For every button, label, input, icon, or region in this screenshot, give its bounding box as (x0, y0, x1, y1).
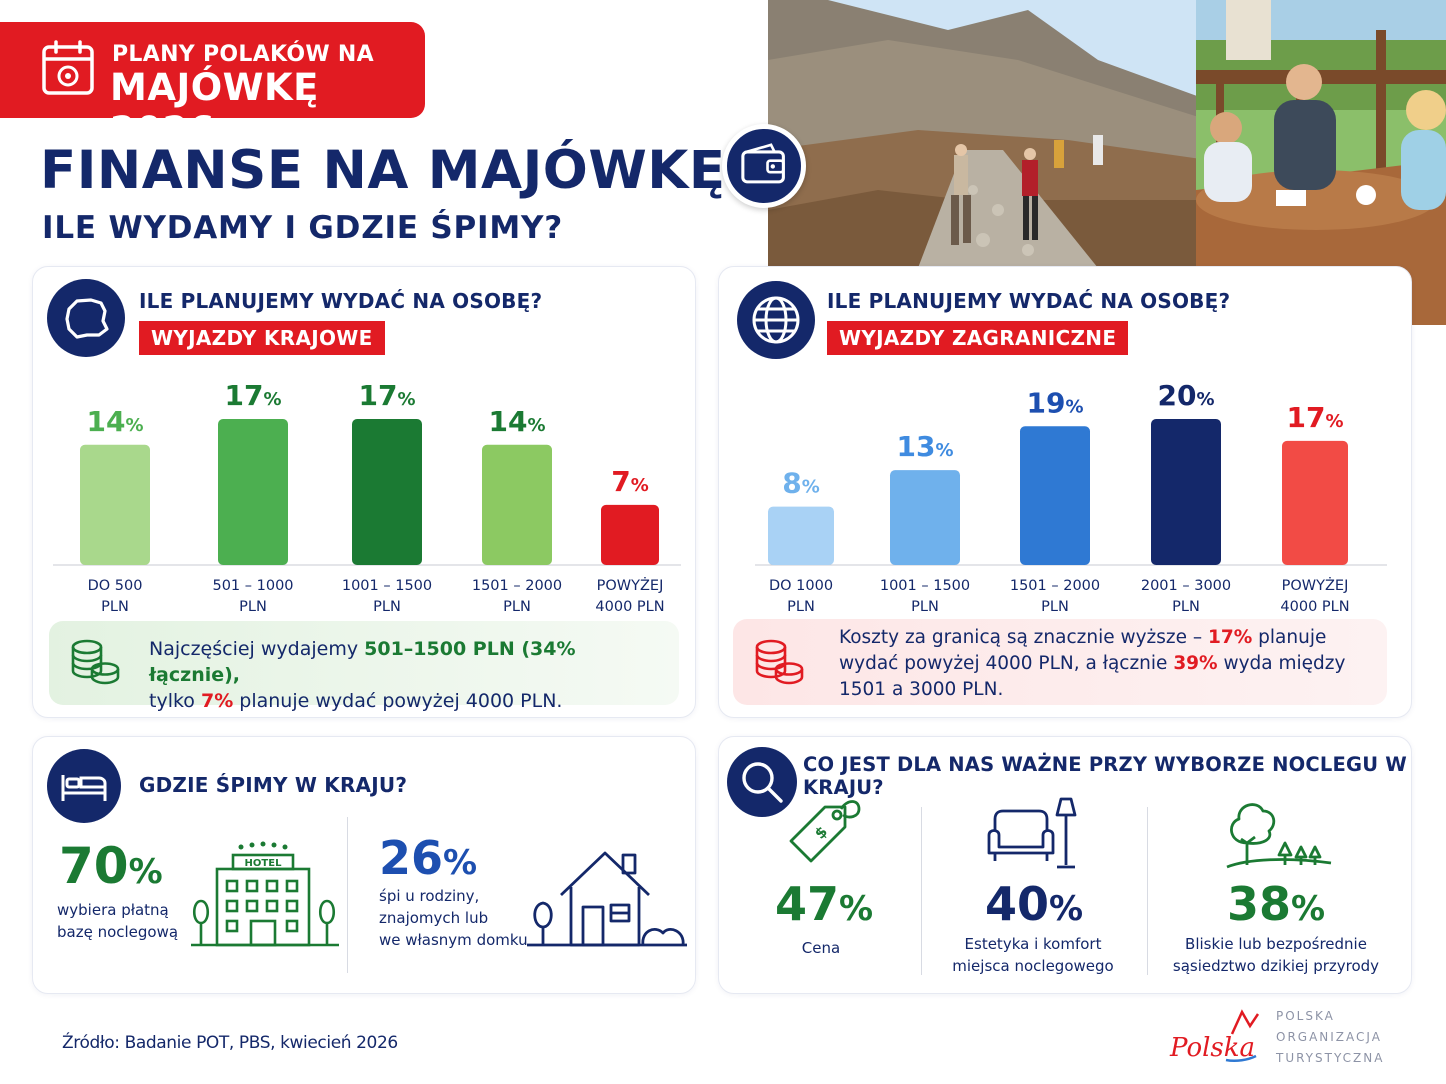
domestic-title: ILE PLANUJEMY WYDAĆ NA OSOBĘ? (139, 289, 543, 313)
bar-value-label: 8% (782, 466, 820, 500)
category-label: PLN (1041, 599, 1069, 615)
category-label: PLN (503, 599, 531, 615)
bar (1020, 426, 1090, 565)
armchair-lamp-icon (985, 795, 1079, 875)
bar (1282, 441, 1348, 565)
hotel-sign: HOTEL (244, 858, 282, 869)
comfort-percent (985, 877, 1083, 931)
abroad-note-e: 39% (1173, 653, 1218, 674)
paid-stay-line2: bazę noclegową (57, 923, 179, 941)
category-label: POWYŻEJ (596, 578, 664, 594)
abroad-title: ILE PLANUJEMY WYDAĆ NA OSOBĘ? (827, 289, 1231, 313)
nature-value: 38 (1227, 877, 1292, 931)
category-label: PLN (101, 599, 129, 615)
comfort-line1: Estetyka i komfort (964, 935, 1102, 953)
category-label: PLN (911, 599, 939, 615)
calendar-icon (42, 40, 94, 96)
factors-title: CO JEST DLA NAS WAŻNE PRZY WYBORZE NOCLEGU W KRAJU? (803, 753, 1407, 799)
domestic-bar-chart (33, 267, 697, 627)
bed-icon-circle (47, 749, 121, 823)
coins-icon (751, 635, 807, 691)
mountain-trail-photo (768, 0, 1208, 268)
domestic-note-c: tylko (149, 690, 201, 712)
source-note: Źródło: Badanie POT, PBS, kwiecień 2026 (62, 1033, 398, 1053)
bed-icon (47, 749, 121, 823)
nature-percent (1227, 877, 1325, 931)
paid-stay-percent (59, 837, 163, 895)
org-line2: ORGANIZACJA (1276, 1030, 1382, 1044)
abroad-note-c: planuje (1252, 627, 1327, 648)
price-unit: % (839, 889, 874, 929)
category-label: POWYŻEJ (1281, 578, 1349, 594)
bar (80, 445, 150, 565)
page-subtitle: ILE WYDAMY I GDZIE ŚPIMY? (42, 210, 564, 246)
category-label: DO 1000 (768, 578, 834, 594)
abroad-note-d: wydać powyżej 4000 PLN, a łącznie (839, 653, 1174, 674)
bar-value-label: 20% (1157, 379, 1215, 412)
paid-stay-value: 70 (59, 837, 129, 895)
bar (482, 445, 552, 565)
price-value: 47 (775, 877, 840, 931)
bar-value-label: 13% (896, 430, 954, 464)
nature-unit: % (1291, 889, 1326, 929)
category-label: 501 – 1000 (212, 578, 294, 594)
abroad-note-f: wyda między (1217, 653, 1346, 674)
comfort-unit: % (1049, 889, 1084, 929)
coins-icon (67, 635, 123, 691)
pot-organization-name (1276, 1006, 1384, 1069)
domestic-note-e: planuje wydać powyżej 4000 PLN. (233, 690, 563, 712)
divider (921, 807, 922, 975)
category-label: PLN (787, 599, 815, 615)
nature-line2: sąsiedztwo dzikiej przyrody (1172, 957, 1380, 975)
paid-stay-unit: % (128, 852, 163, 892)
category-label: DO 500 (87, 578, 143, 594)
domestic-spending-card (32, 266, 696, 718)
family-stay-percent (379, 831, 477, 885)
category-label: 2001 – 3000 (1140, 578, 1232, 594)
bar (601, 505, 659, 565)
category-label: 1001 – 1500 (341, 578, 433, 594)
house-icon (525, 847, 689, 949)
accommodation-title: GDZIE ŚPIMY W KRAJU? (139, 773, 408, 797)
bar-value-label: 7% (611, 464, 649, 498)
category-label: 1501 – 2000 (471, 578, 563, 594)
paid-stay-line1: wybiera płatną (57, 901, 169, 919)
bar-value-label: 14% (86, 404, 144, 438)
nature-label (1161, 933, 1391, 977)
comfort-line2: miejsca noclegowego (952, 957, 1114, 975)
bar (768, 507, 834, 565)
category-label: 4000 PLN (595, 599, 665, 615)
header-banner (0, 22, 425, 152)
wallet-icon (722, 124, 806, 208)
category-label: PLN (239, 599, 267, 615)
svg-text:$: $ (810, 822, 832, 843)
domestic-note-d: 7% (200, 690, 234, 712)
comfort-value: 40 (985, 877, 1050, 931)
banner-line1: PLANY POLAKÓW NA (112, 42, 374, 67)
price-label: Cena (801, 939, 841, 957)
bar-value-label: 17% (224, 379, 282, 412)
polska-logo-text: Polska (1170, 1033, 1256, 1063)
abroad-tag: WYJAZDY ZAGRANICZNE (827, 321, 1128, 355)
bar-value-label: 17% (1286, 400, 1344, 434)
bar (218, 419, 288, 565)
nature-trees-icon (1223, 795, 1333, 875)
bar-value-label: 17% (358, 379, 416, 412)
domestic-note (49, 621, 679, 712)
abroad-note-b: 17% (1208, 627, 1253, 648)
org-line3: TURYSTYCZNA (1276, 1051, 1385, 1065)
page-title: FINANSE NA MAJÓWKĘ (40, 140, 726, 201)
abroad-note (733, 619, 1387, 705)
abroad-note-a: Koszty za granicą są znacznie wyższe – (839, 627, 1208, 648)
paid-stay-label (57, 899, 178, 943)
domestic-note-a: Najczęściej wydajemy (149, 638, 365, 660)
accommodation-card (32, 736, 696, 994)
category-label: PLN (1172, 599, 1200, 615)
category-label: 1001 – 1500 (879, 578, 971, 594)
category-label: 1501 – 2000 (1009, 578, 1101, 594)
abroad-bar-chart (719, 267, 1413, 627)
category-label: 4000 PLN (1280, 599, 1350, 615)
polska-logo (1166, 1006, 1262, 1068)
family-stay-line1: śpi u rodziny, (379, 887, 480, 905)
family-stay-label (379, 885, 528, 951)
nature-line1: Bliskie lub bezpośrednie (1185, 935, 1367, 953)
family-stay-unit: % (443, 843, 478, 883)
hotel-icon (187, 837, 343, 949)
accommodation-factors-card (718, 736, 1412, 994)
bar (352, 419, 422, 565)
divider (347, 817, 348, 973)
abroad-spending-card (718, 266, 1412, 718)
bar (1151, 419, 1221, 565)
price-tag-icon (783, 795, 867, 875)
family-stay-line2: znajomych lub (379, 909, 489, 927)
comfort-label (935, 933, 1131, 977)
org-line1: POLSKA (1276, 1009, 1335, 1023)
price-percent (775, 877, 873, 931)
domestic-tag: WYJAZDY KRAJOWE (139, 321, 385, 355)
family-stay-line3: we własnym domku (379, 931, 528, 949)
divider (1147, 807, 1148, 975)
bar-value-label: 19% (1026, 386, 1084, 420)
family-stay-value: 26 (379, 831, 444, 885)
category-label: PLN (373, 599, 401, 615)
banner-line2: MAJÓWKĘ 2026 (110, 66, 319, 152)
domestic-note-b: 501–1500 PLN (34% łącznie), (149, 638, 576, 686)
bar (890, 470, 960, 565)
abroad-note-g: 1501 a 3000 PLN. (839, 679, 1004, 700)
bar-value-label: 14% (488, 404, 546, 438)
